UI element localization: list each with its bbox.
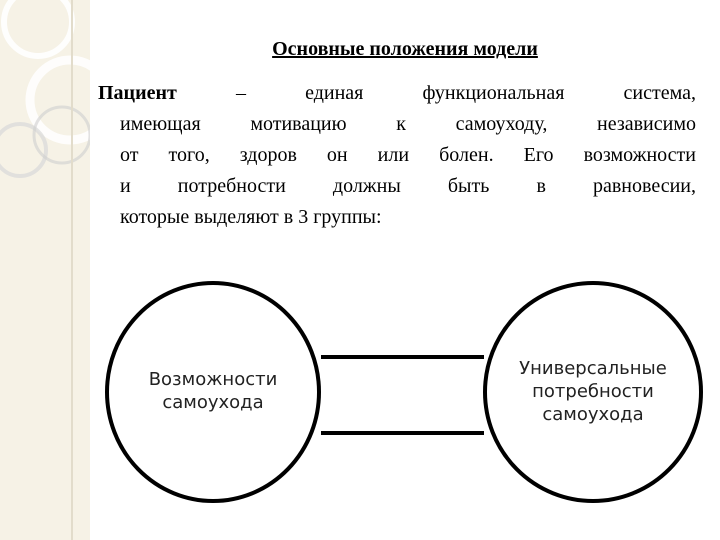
right-circle-label-line-3: самоухода — [542, 404, 644, 425]
left-circle-label — [118, 368, 308, 414]
paragraph-line-4: и потребности должны быть в равновесии, — [120, 175, 696, 197]
left-circle-label-line-2: самоухода — [162, 392, 264, 413]
term-patient: Пациент — [98, 82, 177, 104]
right-circle-label-line-1: Универсальные — [519, 358, 667, 379]
paragraph-line-5: которые выделяют в 3 группы: — [120, 206, 382, 228]
paragraph-line-2: имеющая мотивацию к самоуходу, независимо — [120, 113, 696, 135]
right-circle-label — [493, 357, 693, 426]
paragraph-line-1-text: – единая функциональная система, — [235, 82, 696, 104]
slide-title: Основные положения модели — [272, 38, 538, 60]
right-circle-label-line-2: потребности — [532, 381, 654, 402]
paragraph-line-3: от того, здоров он или болен. Его возможности — [120, 144, 696, 166]
left-circle-label-line-1: Возможности — [148, 369, 278, 390]
